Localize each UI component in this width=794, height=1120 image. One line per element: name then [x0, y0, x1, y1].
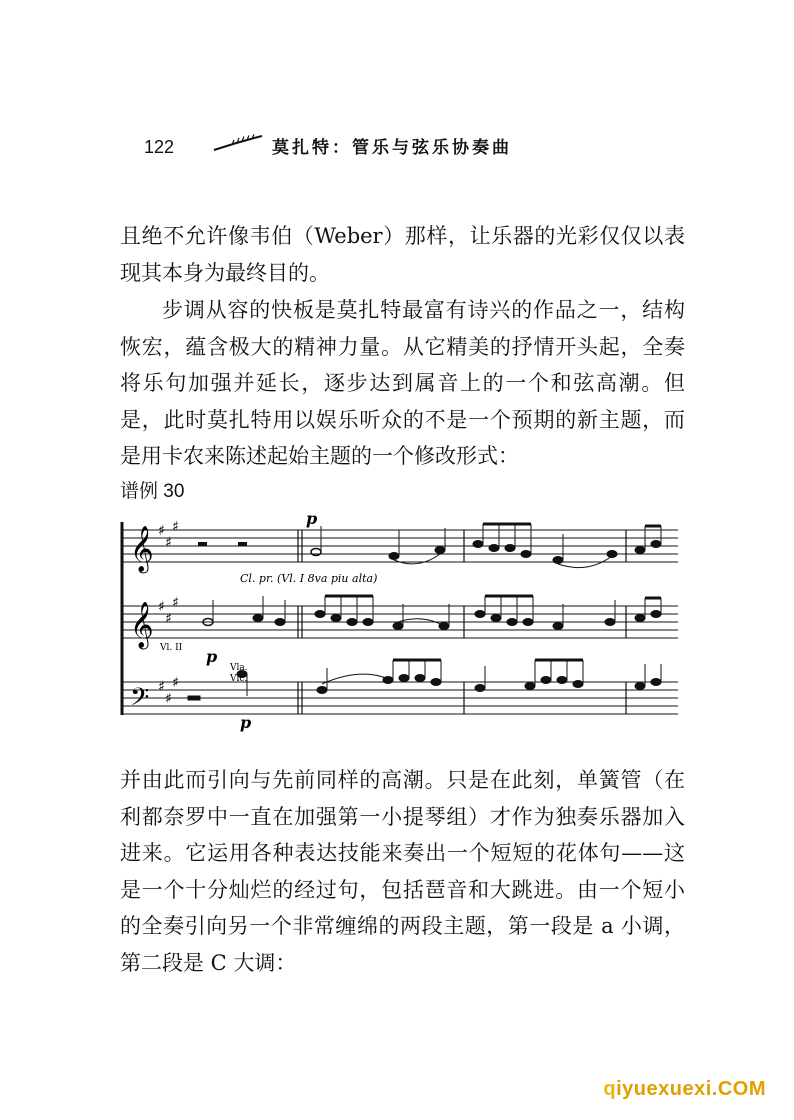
instrument-label-violin-2: Vl. II: [160, 643, 183, 653]
dynamic-p-middle: p: [206, 647, 218, 666]
dynamic-p-top: p: [306, 510, 318, 528]
running-title: 莫扎特：管乐与弦乐协奏曲: [272, 138, 512, 158]
svg-text:♯: ♯: [165, 611, 172, 627]
treble-clef-icon: 𝄞: [130, 602, 154, 648]
paragraph-allegro: 步调从容的快板是莫扎特最富有诗兴的作品之一，结构恢宏，蕴含极大的精神力量。从它精美的抒情开头起，全奏将乐句加强并延长，逐步达到属音上的一个和弦高潮。但是，此时莫扎特用以娱乐听众的不是一个预期的新主题，而是用卡农来陈述起始主题的一个修改形式：: [120, 298, 685, 468]
bass-staff-notes: [188, 660, 661, 700]
svg-text:♯: ♯: [158, 679, 165, 695]
svg-text:♯: ♯: [172, 675, 179, 691]
staff-bass: [122, 682, 678, 714]
music-score: [118, 510, 680, 740]
dynamic-p-bottom: p: [240, 713, 252, 732]
paragraph-continuation: 且绝不允许像韦伯（Weber）那样，让乐器的光彩仅仅以表现其本身为最终目的。: [120, 224, 685, 285]
bass-clef-icon: 𝄢: [130, 683, 150, 718]
page-number: 122: [144, 137, 175, 157]
instrument-label-clarinet: Cl. pr. (Vl. I 8va piu alta): [240, 572, 378, 585]
treble-clef-icon: 𝄞: [130, 526, 154, 572]
staff-middle: [122, 606, 678, 638]
svg-text:♯: ♯: [172, 595, 179, 611]
instrument-label-viola: Vla.: [230, 663, 248, 673]
key-signature: [158, 519, 179, 707]
middle-staff-notes: [203, 596, 661, 630]
svg-text:♯: ♯: [165, 535, 172, 551]
svg-text:♯: ♯: [158, 523, 165, 539]
svg-text:♯: ♯: [158, 599, 165, 615]
svg-text:♯: ♯: [165, 691, 172, 707]
quill-ornament-icon: [212, 134, 264, 156]
instrument-label-cello: Vlc.: [230, 674, 248, 684]
paragraph-clarinet-entry: 并由此而引向与先前同样的高潮。只是在此刻，单簧管（在利都奈罗中一直在加强第一小提琴组）才作为独奏乐器加入进来。它运用各种表达技能来奏出一个短短的花体句——这是一个十分灿烂的经过句，包括琶音和大跳进。由一个短小的全奏引向另一个非常缠绵的两段主题，第一段是 a 小调，第二段是 C 大调：: [120, 768, 685, 975]
svg-text:♯: ♯: [172, 519, 179, 535]
example-label: 谱例 30: [120, 481, 185, 502]
site-watermark: qiyuexuexi.COM: [603, 1078, 766, 1100]
